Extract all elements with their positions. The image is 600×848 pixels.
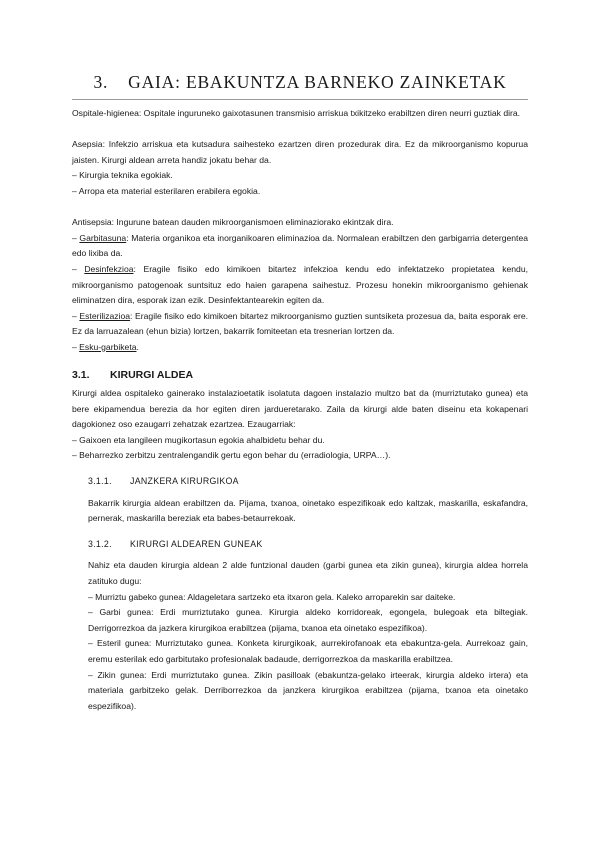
section-intro: Kirurgi aldea ospitaleko gainerako instalazioetatik isolatuta dagoen instalazio multzo bat da (murriztutako gunea) eta bere ekipamendua berezia da hor egiten diren jardueretarako. Zaila da kirurgi alde baten diseinu eta kokapenari dagokionez oso ezaugarri zehatzak ezartzea. Ezaugarriak: (72, 388, 528, 430)
term-garbitasuna: Garbitasuna (79, 232, 127, 243)
guneak-intro: Nahiz eta dauden kirurgia aldean 2 alde funtzional dauden (garbi gunea eta zikin gunea), kirurgia aldea horrela zatituko dugu: (88, 560, 528, 587)
list-item: – Arropa eta material esterilaren erabilera egokia. (72, 185, 261, 196)
list-item: – Kirurgia teknika egokiak. (72, 170, 173, 181)
list-item: – Beharrezko zerbitzu zentralengandik gertu egon behar du (erradiologia, URPA…). (72, 450, 391, 461)
title-divider (72, 99, 528, 100)
list-item: – Garbitasuna: Materia organikoa eta inorganikoaren eliminazioa da. Normalean erabiltzen den garbigarria detergentea edo lixiba da. (72, 232, 528, 259)
subsection-heading-janzkera: 3.1.1. JANZKERA KIRURGIKOA (88, 476, 239, 487)
list-item: – Murriztu gabeko gunea: Aldageletara sartzeko eta itxaron gela. Kaleko arroparekin sar daiteke. (88, 591, 456, 602)
asepsia-paragraph: Asepsia: Infekzio arriskua eta kutsadura saihesteko ezartzen diren prozedurak dira. Ez da mikroorganismo kopurua jaisten. Kirurgi aldean arreta handiz jokatu behar da. (72, 139, 528, 165)
list-item: – Esku-garbiketa. (72, 341, 139, 352)
list-item: – Zikin gunea: Erdi murriztutako gunea. Zikin pasilloak (ebakuntza-gelako irteerak, kirurgia aldeko irtera) eta materiala garbitzeko gelak. Derriborrezkoa da janzkera kirurgikoa erabiltzea (pijama, txanoa eta oinetako espezifikoa). (88, 669, 528, 711)
chapter-title: GAIA: EBAKUNTZA BARNEKO ZAINKETAK (128, 72, 507, 92)
section-heading: 3.1. KIRURGI ALDEA (72, 368, 194, 381)
list-item: – Gaixoen eta langileen mugikortasun egokia ahalbidetu behar du. (72, 434, 325, 445)
chapter-number: 3. (93, 72, 109, 92)
ospitale-higienea-paragraph: Ospitale-higienea: Ospitale inguruneko gaixotasunen transmisio arriskua txikitzeko erabiltzen diren neurri guztiak dira. (72, 108, 521, 118)
page-title (0, 72, 600, 93)
list-item: – Esteril gunea: Murriztutako gunea. Konketa kirurgikoak, aurrekirofanoak eta ebakuntza-gela. Aurrekoaz gain, eremu esterilak edo garbitutako profesionalak badaude, derrigorrezkoa da maskarilla erabiltzea. (88, 638, 528, 664)
list-item: – Esterilizazioa: Eragile fisiko edo kimikoen bitartez mikroorganismo guztien suntsiketa prozesua da, baita esporak ere. Ez da larruazalean (ehun bizia) lortzen, bakarrik fomiteetan eta tresnerian lortzen da. (72, 310, 528, 337)
antisepsia-paragraph: Antisepsia: Ingurune batean dauden mikroorganismoen eliminaziorako ekintzak dira. (72, 217, 394, 228)
term-desinfekzioa: Desinfekzioa (84, 263, 134, 274)
subsection-heading-guneak: 3.1.2. KIRURGI ALDEAREN GUNEAK (88, 538, 263, 549)
term-esku-garbiketa: Esku-garbiketa (79, 341, 137, 352)
janzkera-paragraph: Bakarrik kirurgia aldean erabiltzen da. Pijama, txanoa, oinetako espezifikoak edo kaltzak, maskarilla, eskafandra, pernerak, maskarilla bereziak eta babes-betaurrekoak. (88, 497, 528, 524)
document-body (72, 106, 528, 714)
term-esterilizazioa: Esterilizazioa (79, 310, 131, 321)
list-item: – Desinfekzioa: Eragile fisiko edo kimikoen bitartez infekzioa kendu edo infektatzeko propietatea kendu, mikroorganismo patogenoak suntsituz edo haien garapena saihestuz. Prozesu honekin mikroorganismo gehienak eliminatzen dira, esporak izan ezik. Desinfektantearekin egiten da. (72, 263, 528, 306)
list-item: – Garbi gunea: Erdi murriztutako gunea. Kirurgia aldeko korridoreak, egongela, bulegoak eta biltegiak. Derrigorrezkoa da jazkera kirurgikoa erabiltzea (pijama, txanoa eta oinetako espezifikoa). (88, 607, 528, 633)
